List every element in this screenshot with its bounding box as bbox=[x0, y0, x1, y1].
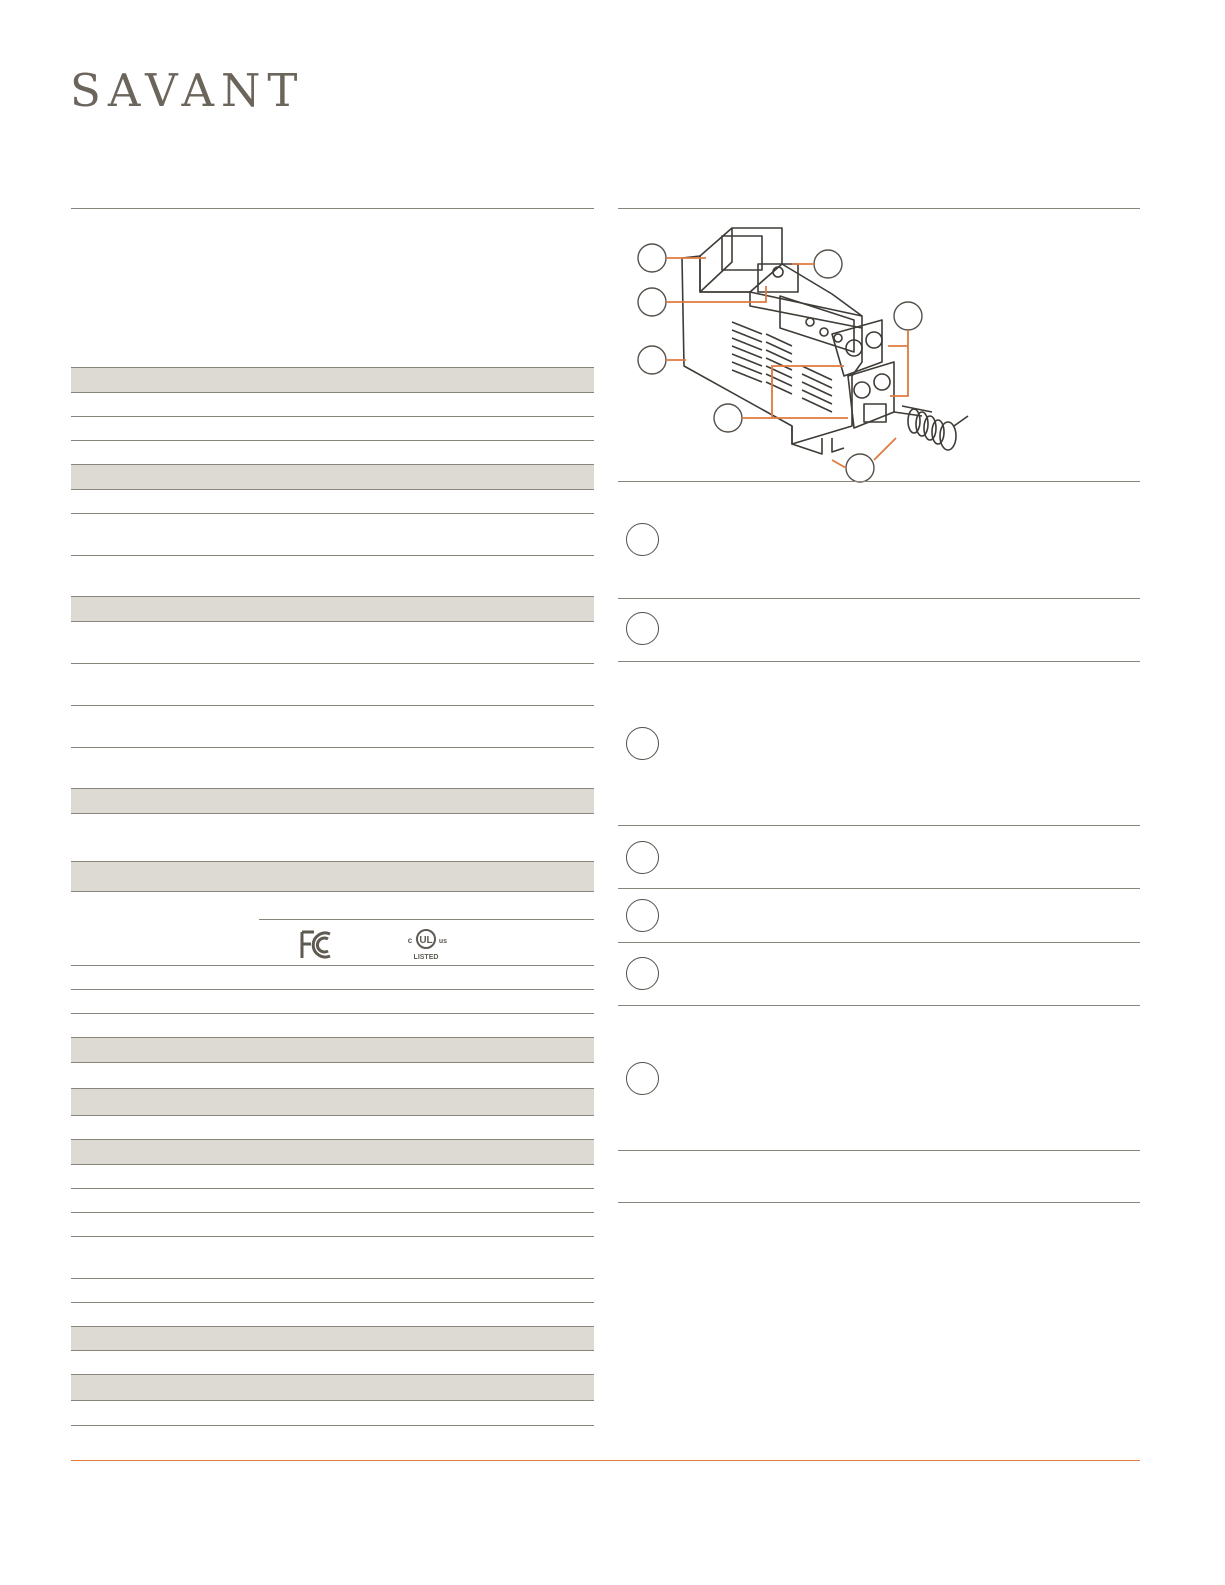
section-header-row bbox=[71, 788, 594, 814]
table-row bbox=[71, 489, 594, 514]
table-row bbox=[71, 1400, 594, 1426]
callout-rule bbox=[618, 888, 1140, 889]
section-top-rule bbox=[618, 208, 1140, 209]
certification-marks bbox=[300, 928, 490, 966]
table-row bbox=[71, 989, 594, 1014]
svg-text:UL: UL bbox=[419, 935, 433, 946]
table-row bbox=[71, 416, 594, 441]
table-row bbox=[71, 705, 594, 748]
section-header-row bbox=[71, 1374, 594, 1401]
table-top-rule bbox=[71, 208, 594, 209]
table-row bbox=[71, 1212, 594, 1237]
callout-number-circle bbox=[626, 841, 659, 874]
callout-number-circle bbox=[626, 727, 659, 760]
section-header-row bbox=[71, 1326, 594, 1351]
section-header-row bbox=[71, 1088, 594, 1116]
certifications-subrule bbox=[259, 919, 594, 920]
product-overview bbox=[618, 208, 1140, 1208]
savant-logo: SAVANT bbox=[70, 64, 305, 117]
section-header-row bbox=[71, 1139, 594, 1165]
footer-accent-rule bbox=[71, 1460, 1140, 1461]
table-row bbox=[71, 1062, 594, 1089]
callout-rule bbox=[618, 1005, 1140, 1006]
table-row bbox=[71, 747, 594, 789]
table-row bbox=[71, 1188, 594, 1213]
table-row bbox=[71, 965, 594, 990]
table-row bbox=[71, 1278, 594, 1303]
table-row bbox=[71, 1115, 594, 1140]
specifications-table bbox=[71, 208, 594, 1438]
section-header-row bbox=[71, 1037, 594, 1063]
callout-number-circle bbox=[626, 957, 659, 990]
callout-rule bbox=[618, 1202, 1140, 1203]
callout-number-circle bbox=[626, 899, 659, 932]
table-row bbox=[71, 1236, 594, 1279]
table-row bbox=[71, 513, 594, 556]
callout-rule bbox=[618, 661, 1140, 662]
ul-listed-logo-icon bbox=[408, 930, 447, 961]
table-row bbox=[71, 1302, 594, 1327]
table-row bbox=[71, 621, 594, 664]
callout-number-circle bbox=[626, 523, 659, 556]
callout-rule bbox=[618, 942, 1140, 943]
table-row bbox=[71, 555, 594, 597]
callout-number-circle bbox=[626, 1062, 659, 1095]
table-row bbox=[71, 1164, 594, 1189]
section-header-row bbox=[71, 367, 594, 393]
table-row bbox=[71, 392, 594, 417]
callout-rule bbox=[618, 598, 1140, 599]
svg-text:us: us bbox=[438, 938, 448, 945]
svg-text:LISTED: LISTED bbox=[413, 954, 439, 961]
table-row bbox=[71, 663, 594, 706]
svg-text:c: c bbox=[407, 936, 413, 945]
fcc-logo-icon bbox=[302, 932, 330, 958]
din-rail-module-illustration bbox=[632, 216, 972, 484]
table-row bbox=[71, 1350, 594, 1375]
callout-rule bbox=[618, 1150, 1140, 1151]
section-header-row bbox=[71, 464, 594, 490]
table-row bbox=[71, 440, 594, 465]
callout-number-circle bbox=[626, 612, 659, 645]
callout-rule bbox=[618, 825, 1140, 826]
section-header-row bbox=[71, 861, 594, 892]
table-row bbox=[71, 1013, 594, 1038]
table-row bbox=[71, 813, 594, 862]
section-header-row bbox=[71, 596, 594, 622]
callout-rule bbox=[618, 481, 1140, 482]
